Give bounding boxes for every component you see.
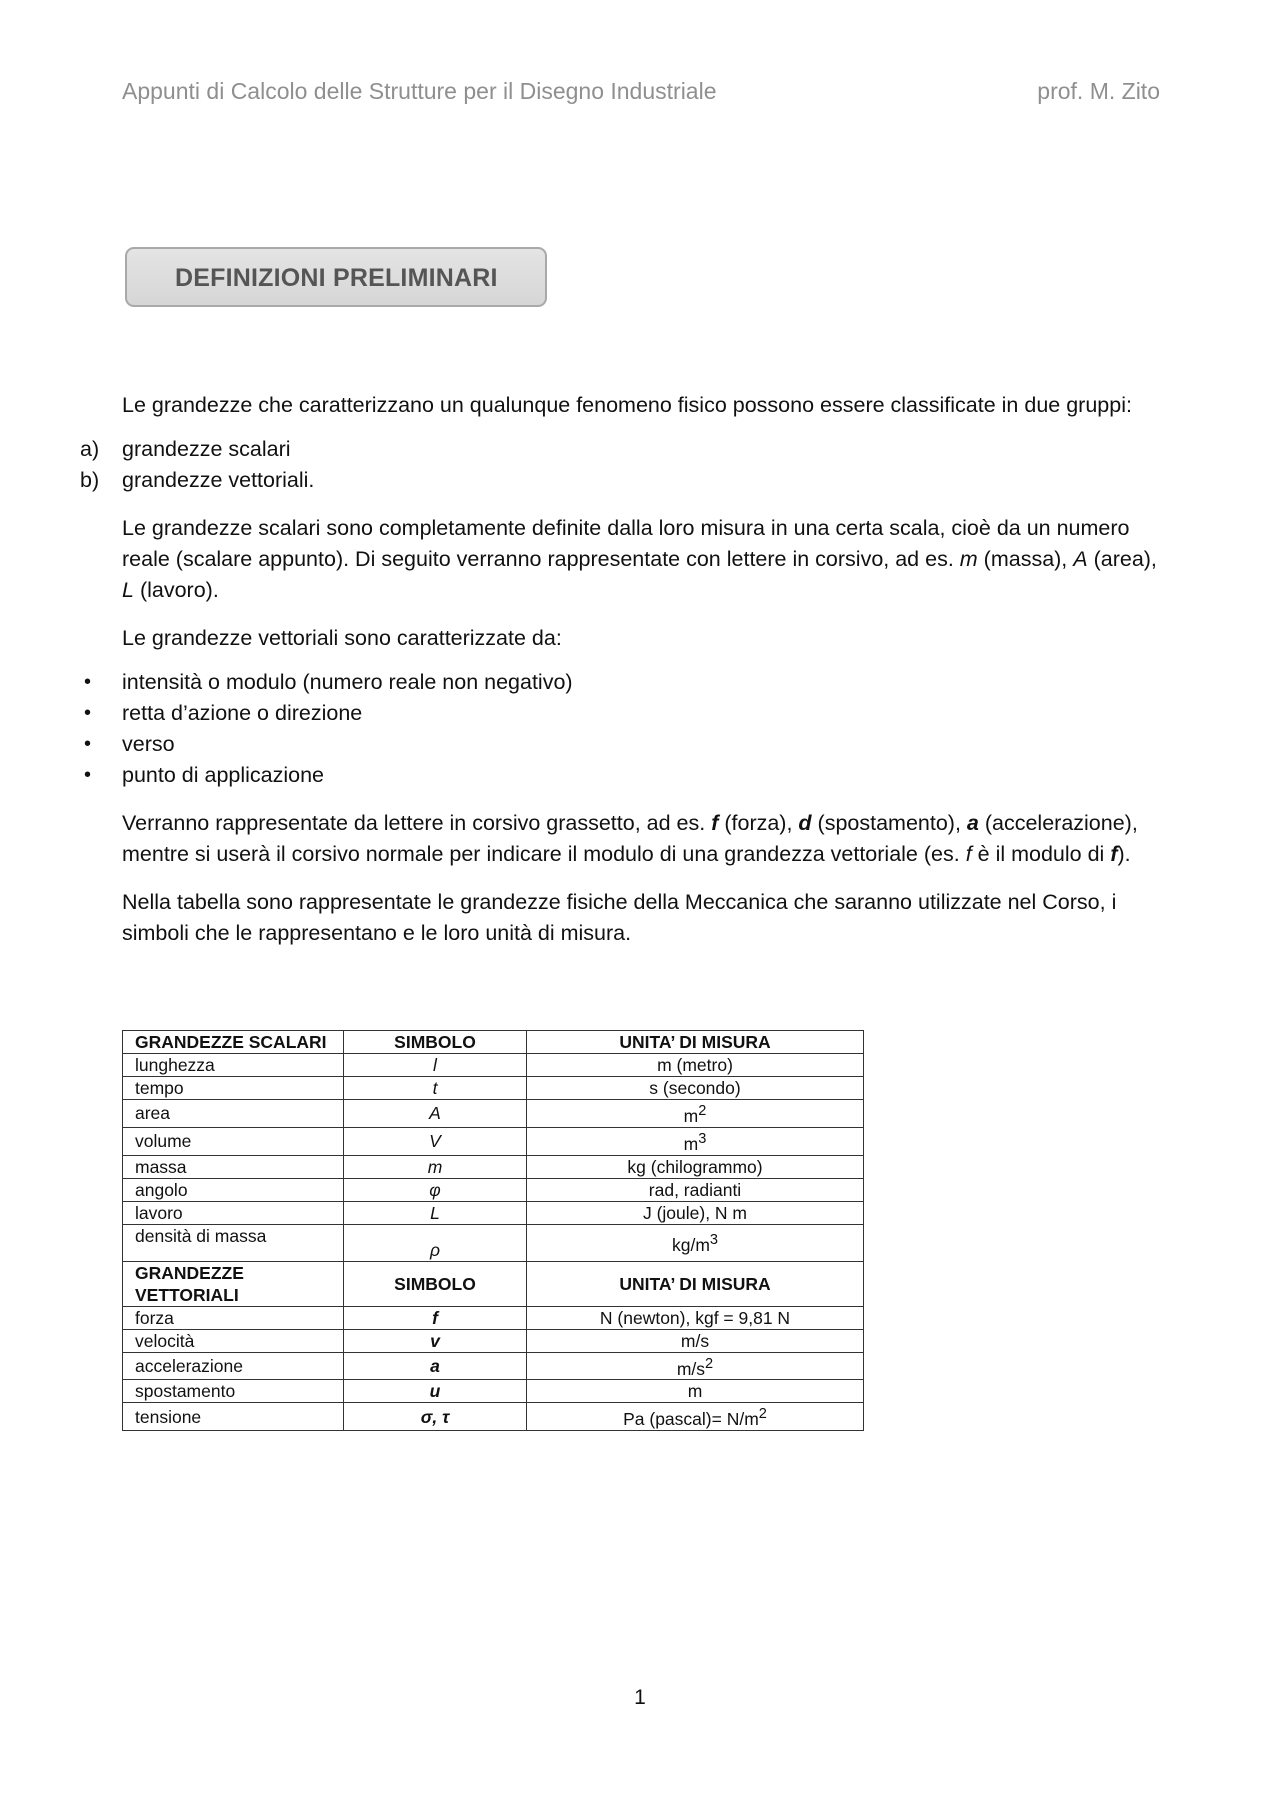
symbol-f: f bbox=[711, 811, 719, 835]
quantity-unit: m/s bbox=[527, 1329, 864, 1352]
text-run: (lavoro). bbox=[133, 578, 219, 602]
quantity-symbol: A bbox=[344, 1100, 527, 1128]
list-marker: a) bbox=[80, 437, 100, 461]
text-run: Verranno rappresentate da lettere in corsivo grassetto, ad es. bbox=[122, 811, 712, 835]
quantity-unit: m (metro) bbox=[527, 1054, 864, 1077]
table-header-row bbox=[123, 1031, 864, 1054]
table-row bbox=[123, 1178, 864, 1201]
unit-base: m bbox=[683, 1105, 699, 1126]
unit-exponent: 2 bbox=[705, 1355, 714, 1372]
table-row bbox=[123, 1352, 864, 1380]
header-cell: SIMBOLO bbox=[344, 1031, 527, 1054]
quantity-name: densità di massa bbox=[123, 1224, 344, 1261]
quantity-symbol: V bbox=[344, 1127, 527, 1155]
text-run: ). bbox=[1117, 842, 1131, 866]
quantity-name: lavoro bbox=[123, 1201, 344, 1224]
quantity-name: area bbox=[123, 1100, 344, 1128]
quantity-symbol: ρ bbox=[344, 1224, 527, 1261]
scalar-paragraph bbox=[122, 513, 1160, 606]
list-item-text: punto di applicazione bbox=[122, 763, 325, 787]
quantity-name: accelerazione bbox=[123, 1352, 344, 1380]
vector-intro: Le grandezze vettoriali sono caratterizzate da: bbox=[122, 626, 562, 650]
quantity-name: volume bbox=[123, 1127, 344, 1155]
list-item bbox=[84, 667, 1160, 698]
symbol-f-modulus: f bbox=[965, 842, 972, 866]
list-item bbox=[84, 760, 1160, 791]
header-cell: GRANDEZZE SCALARI bbox=[123, 1031, 344, 1054]
unit-base: m bbox=[683, 1133, 699, 1154]
unit-exponent: 2 bbox=[758, 1406, 767, 1423]
list-item-text: intensità o modulo (numero reale non negativo) bbox=[122, 670, 573, 694]
vector-paragraph bbox=[122, 808, 1160, 870]
table-row bbox=[123, 1380, 864, 1403]
table-row bbox=[123, 1077, 864, 1100]
quantity-unit: N (newton), kgf = 9,81 N bbox=[527, 1306, 864, 1329]
header-cell: GRANDEZZE VETTORIALI bbox=[123, 1261, 344, 1306]
vector-properties-list bbox=[84, 667, 1160, 791]
list-item bbox=[80, 434, 1160, 465]
unit-base: m/s bbox=[676, 1358, 706, 1379]
symbol-a: A bbox=[1073, 547, 1088, 571]
quantity-symbol: a bbox=[344, 1352, 527, 1380]
body-text bbox=[80, 390, 1160, 966]
table-header-row bbox=[123, 1261, 864, 1306]
text-run: (spostamento), bbox=[811, 811, 967, 835]
quantity-unit: J (joule), N m bbox=[527, 1201, 864, 1224]
table-row bbox=[123, 1054, 864, 1077]
table-row bbox=[123, 1100, 864, 1128]
list-marker: b) bbox=[80, 468, 100, 492]
quantity-unit bbox=[527, 1127, 864, 1155]
table-row bbox=[123, 1201, 864, 1224]
symbol-m: m bbox=[959, 547, 978, 571]
symbol-f-vector: f bbox=[1110, 842, 1118, 866]
quantity-name: tempo bbox=[123, 1077, 344, 1100]
quantity-symbol: m bbox=[344, 1155, 527, 1178]
table-row bbox=[123, 1224, 864, 1261]
groups-list bbox=[80, 434, 1160, 496]
unit-base: kg/m bbox=[671, 1235, 710, 1256]
table-row bbox=[123, 1155, 864, 1178]
list-item-text: retta d’azione o direzione bbox=[122, 701, 363, 725]
list-item-text: verso bbox=[122, 732, 175, 756]
list-item bbox=[84, 729, 1160, 760]
list-item-text: grandezze scalari bbox=[122, 437, 291, 461]
table-row bbox=[123, 1403, 864, 1431]
bullet-icon: • bbox=[84, 671, 92, 693]
quantity-symbol: L bbox=[344, 1201, 527, 1224]
bullet-icon: • bbox=[84, 733, 92, 755]
text-run: è il modulo di bbox=[971, 842, 1111, 866]
document-header-title: Appunti di Calcolo delle Strutture per il Disegno Industriale bbox=[122, 78, 717, 104]
quantity-unit bbox=[527, 1100, 864, 1128]
quantities-table bbox=[122, 1030, 864, 1431]
text-run: (forza), bbox=[718, 811, 799, 835]
unit-exponent: 2 bbox=[698, 1103, 707, 1119]
unit-exponent: 3 bbox=[709, 1232, 719, 1249]
quantity-symbol: σ, τ bbox=[344, 1403, 527, 1431]
text-run: (massa), bbox=[977, 547, 1074, 571]
unit-base: Pa (pascal)= N/m bbox=[623, 1409, 759, 1430]
header-cell: SIMBOLO bbox=[344, 1261, 527, 1306]
quantity-unit: s (secondo) bbox=[527, 1077, 864, 1100]
header-cell: UNITA’ DI MISURA bbox=[527, 1031, 864, 1054]
quantity-symbol: f bbox=[344, 1306, 527, 1329]
symbol-l: L bbox=[122, 578, 134, 602]
table-intro-paragraph: Nella tabella sono rappresentate le grandezze fisiche della Meccanica che saranno utilizzate nel Corso, i simboli che le rappresentano e le loro unità di misura. bbox=[122, 890, 1117, 945]
list-item-text: grandezze vettoriali. bbox=[122, 468, 315, 492]
quantity-name: lunghezza bbox=[123, 1054, 344, 1077]
quantity-name: velocità bbox=[123, 1329, 344, 1352]
quantity-symbol: t bbox=[344, 1077, 527, 1100]
quantity-unit: m bbox=[527, 1380, 864, 1403]
section-title: DEFINIZIONI PRELIMINARI bbox=[125, 247, 547, 307]
quantity-symbol: φ bbox=[344, 1178, 527, 1201]
text-run: (accelerazione), mentre si userà il corsivo normale per indicare il modulo di una grandezza vettoriale (es. bbox=[122, 811, 1138, 866]
text-run: (area), bbox=[1087, 547, 1157, 571]
document-header-author: prof. M. Zito bbox=[1037, 78, 1160, 104]
table-row bbox=[123, 1306, 864, 1329]
bullet-icon: • bbox=[84, 702, 92, 724]
quantity-unit bbox=[527, 1224, 864, 1261]
bullet-icon: • bbox=[84, 764, 92, 786]
quantity-name: angolo bbox=[123, 1178, 344, 1201]
header-cell: UNITA’ DI MISURA bbox=[527, 1261, 864, 1306]
quantity-name: massa bbox=[123, 1155, 344, 1178]
quantity-name: tensione bbox=[123, 1403, 344, 1431]
quantity-unit bbox=[527, 1403, 864, 1431]
quantity-unit bbox=[527, 1352, 864, 1380]
quantity-symbol: v bbox=[344, 1329, 527, 1352]
quantity-unit: rad, radianti bbox=[527, 1178, 864, 1201]
table-row bbox=[123, 1127, 864, 1155]
quantity-symbol: u bbox=[344, 1380, 527, 1403]
table-row bbox=[123, 1329, 864, 1352]
quantity-name: forza bbox=[123, 1306, 344, 1329]
symbol-a-vector: a bbox=[966, 811, 979, 835]
unit-exponent: 3 bbox=[698, 1130, 707, 1147]
list-item bbox=[80, 465, 1160, 496]
page-number: 1 bbox=[634, 1686, 646, 1709]
text-run: Le grandezze scalari sono completamente definite dalla loro misura in una certa scala, cioè da un numero reale (scalare appunto). Di seguito verranno rappresentate con lettere in corsivo, ad es. bbox=[122, 516, 1130, 571]
quantity-name: spostamento bbox=[123, 1380, 344, 1403]
quantity-symbol: l bbox=[344, 1054, 527, 1077]
symbol-d: d bbox=[798, 811, 812, 835]
intro-paragraph: Le grandezze che caratterizzano un qualunque fenomeno fisico possono essere classificate in due gruppi: bbox=[122, 393, 1132, 417]
list-item bbox=[84, 698, 1160, 729]
quantity-unit: kg (chilogrammo) bbox=[527, 1155, 864, 1178]
